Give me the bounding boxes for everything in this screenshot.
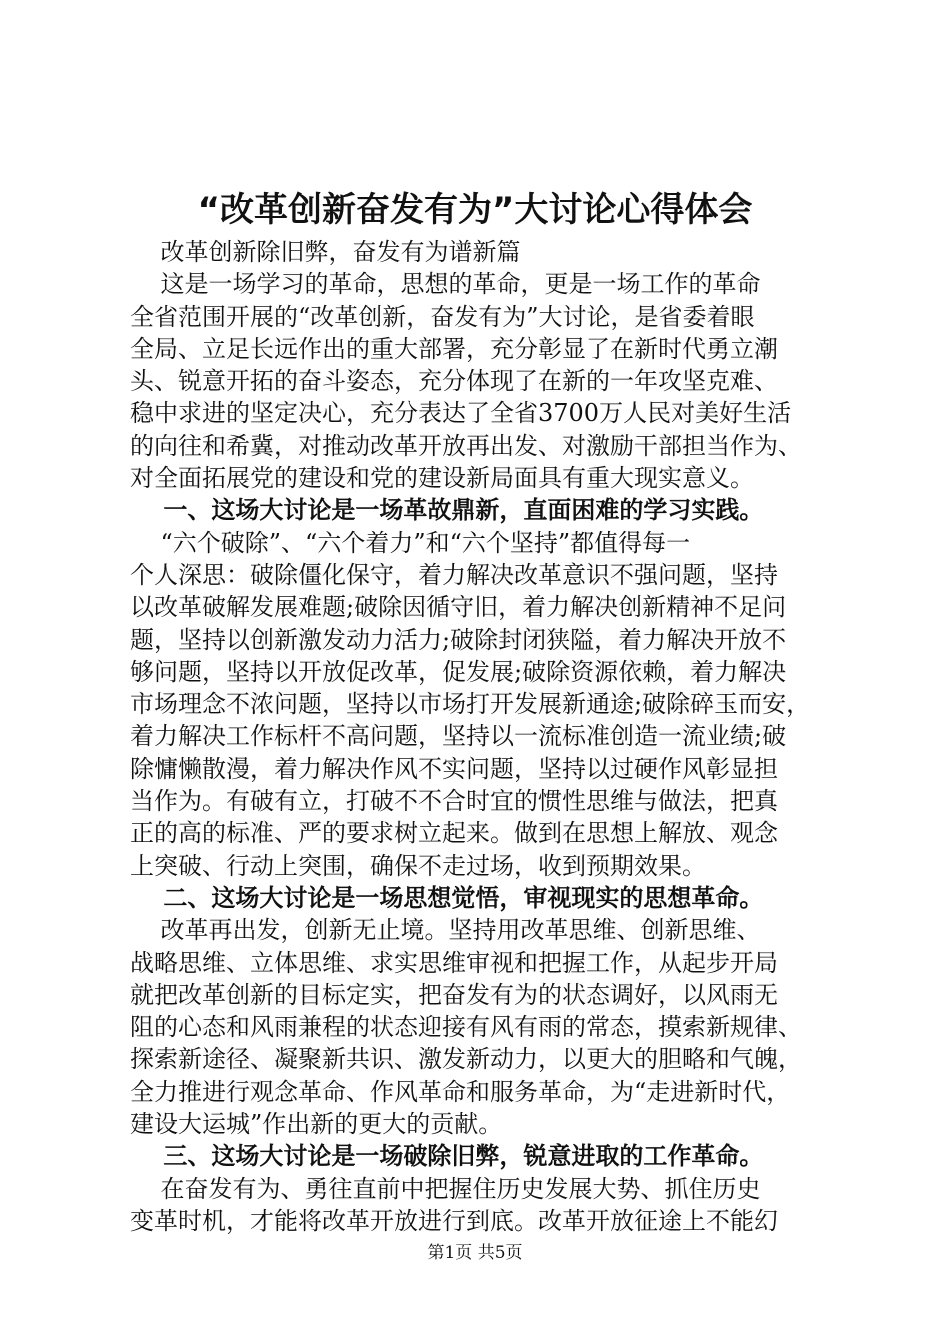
body-text-line: 改革再出发，创新无止境。坚持用改革思维、创新思维、 xyxy=(130,916,761,945)
section-heading-line: 三、这场大讨论是一场破除旧弊，锐意进取的工作革命。 xyxy=(130,1142,764,1171)
body-text-line: 题，坚持以创新激发动力活力;破除封闭狭隘，着力解决开放不 xyxy=(130,625,787,654)
body-text-line: 全省范围开展的“改革创新，奋发有为”大讨论，是省委着眼 xyxy=(130,302,755,331)
document-body xyxy=(130,236,830,1237)
body-text-line: 战略思维、立体思维、求实思维审视和把握工作，从起步开局 xyxy=(130,948,778,977)
body-text-line: 除慵懒散漫，着力解决作风不实问题，坚持以过硬作风彰显担 xyxy=(130,754,778,783)
body-text-line: 上突破、行动上突围，确保不走过场，收到预期效果。 xyxy=(130,851,706,880)
body-text-line: 全力推进行观念革命、作风革命和服务革命，为“走进新时代， xyxy=(130,1077,791,1106)
body-text-line: 变革时机，才能将改革开放进行到底。改革开放征途上不能幻 xyxy=(130,1206,778,1235)
body-text-line: 稳中求进的坚定决心，充分表达了全省3700万人民对美好生活 xyxy=(130,399,792,428)
body-text-line: 着力解决工作标杆不高问题，坚持以一流标准创造一流业绩;破 xyxy=(130,722,787,751)
body-text-line: 头、锐意开拓的奋斗姿态，充分体现了在新的一年攻坚克难、 xyxy=(130,367,778,396)
body-text-line: 够问题，坚持以开放促改革，促发展;破除资源依赖，着力解决 xyxy=(130,657,787,686)
body-text-line: 在奋发有为、勇往直前中把握住历史发展大势、抓住历史 xyxy=(130,1174,761,1203)
body-text-line: 改革创新除旧弊，奋发有为谱新篇 xyxy=(130,238,521,266)
body-text-line: 这是一场学习的革命，思想的革命，更是一场工作的革命 xyxy=(130,270,761,299)
body-text-line: 的向往和希冀，对推动改革开放再出发、对激励干部担当作为、 xyxy=(130,431,802,460)
page-footer: 第1页 共5页 xyxy=(427,1243,523,1263)
body-text-line: 阻的心态和风雨兼程的状态迎接有风有雨的常态，摸索新规律、 xyxy=(130,1013,802,1042)
body-text-line: 探索新途径、凝聚新共识、激发新动力，以更大的胆略和气魄， xyxy=(130,1045,802,1074)
body-text-line: 就把改革创新的目标定实，把奋发有为的状态调好，以风雨无 xyxy=(130,980,778,1009)
body-text-line: “六个破除”、“六个着力”和“六个坚持”都值得每一 xyxy=(130,528,691,557)
body-text-line: 对全面拓展党的建设和党的建设新局面具有重大现实意义。 xyxy=(130,464,754,493)
document-title: “改革创新奋发有为”大讨论心得体会 xyxy=(197,190,753,230)
body-text-line: 全局、立足长远作出的重大部署，充分彰显了在新时代勇立潮 xyxy=(130,334,778,363)
body-text-line: 市场理念不浓问题，坚持以市场打开发展新通途;破除碎玉而安， xyxy=(130,690,811,719)
section-heading-line: 二、这场大讨论是一场思想觉悟，审视现实的思想革命。 xyxy=(130,883,764,912)
body-text-line: 个人深思：破除僵化保守，着力解决改革意识不强问题，坚持 xyxy=(130,560,778,589)
body-text-line: 当作为。有破有立，打破不不合时宜的惯性思维与做法，把真 xyxy=(130,787,778,816)
body-text-line: 建设大运城”作出新的更大的贡献。 xyxy=(130,1110,503,1139)
body-text-line: 正的高的标准、严的要求树立起来。做到在思想上解放、观念 xyxy=(130,819,778,848)
section-heading-line: 一、这场大讨论是一场革故鼎新，直面困难的学习实践。 xyxy=(130,496,764,525)
body-text-line: 以改革破解发展难题;破除因循守旧，着力解决创新精神不足问 xyxy=(130,593,787,622)
